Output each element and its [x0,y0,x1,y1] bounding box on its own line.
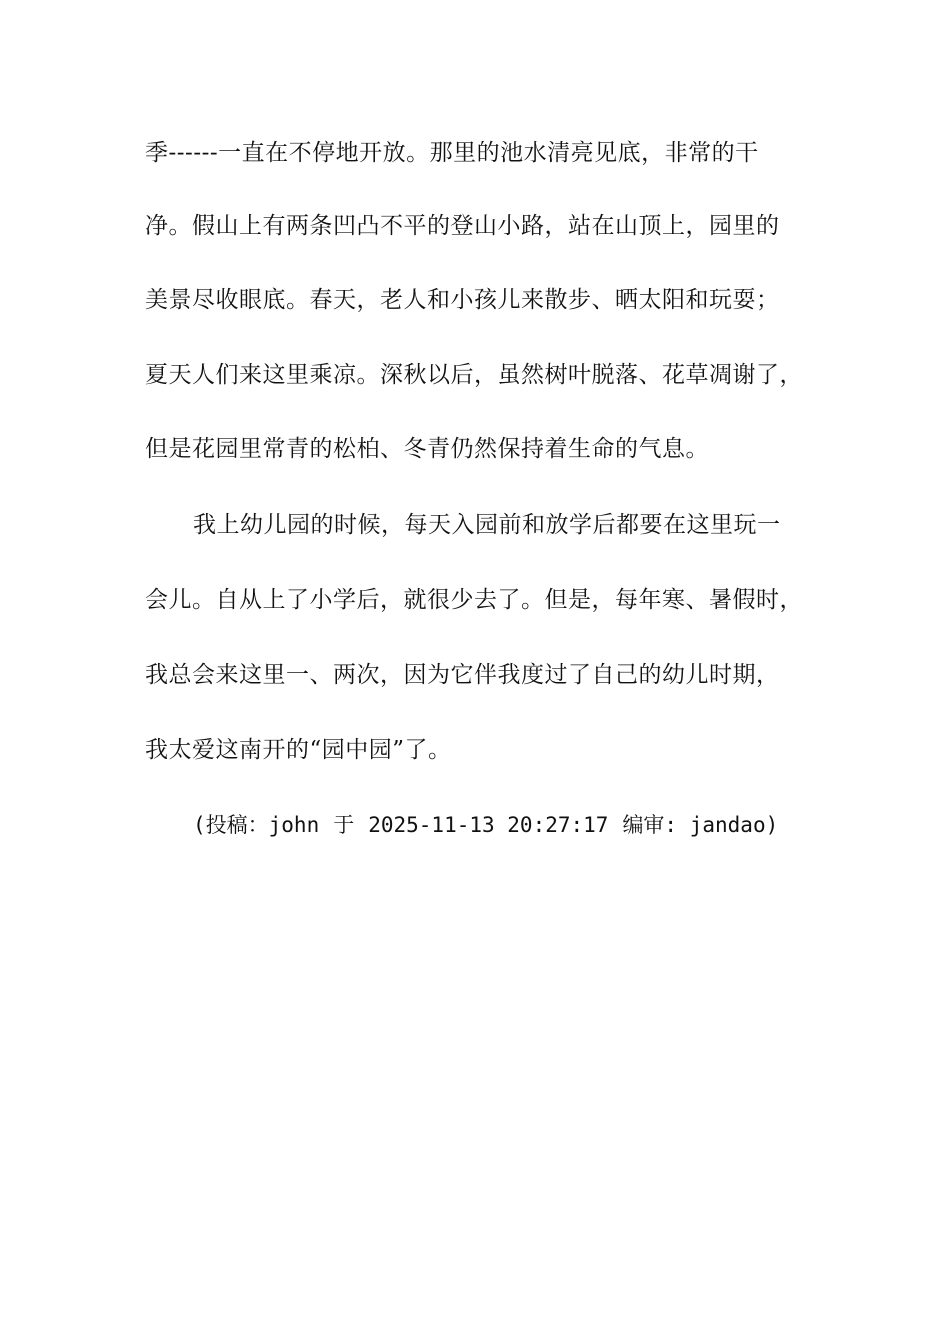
text-line: 我上幼儿园的时候，每天入园前和放学后都要在这里玩一 [193,512,781,538]
text-line: 净。假山上有两条凹凸不平的登山小路，站在山顶上，园里的 [145,213,780,239]
text-line: 会儿。自从上了小学后，就很少去了。但是，每年寒、暑假时， [145,587,803,613]
text-line: 我太爱这南开的“园中园”了。 [145,737,452,763]
submission-info [193,810,792,840]
submitter-label: (投稿：john [193,813,320,837]
text-line: 季------一直在不停地开放。那里的池水清亮见底，非常的干 [145,140,759,166]
text-line: 美景尽收眼底。春天，老人和小孩儿来散步、晒太阳和玩耍； [145,287,780,313]
editor-label: 编审: jandao) [622,813,779,837]
submission-datetime: 2025-11-13 20:27:17 [368,813,609,837]
text-line: 我总会来这里一、两次，因为它伴我度过了自己的幼儿时期， [145,662,780,688]
text-line: 但是花园里常青的松柏、冬青仍然保持着生命的气息。 [145,436,709,462]
yu-label: 于 [333,813,355,837]
text-line: 夏天人们来这里乘凉。深秋以后，虽然树叶脱落、花草凋谢了， [145,362,803,388]
